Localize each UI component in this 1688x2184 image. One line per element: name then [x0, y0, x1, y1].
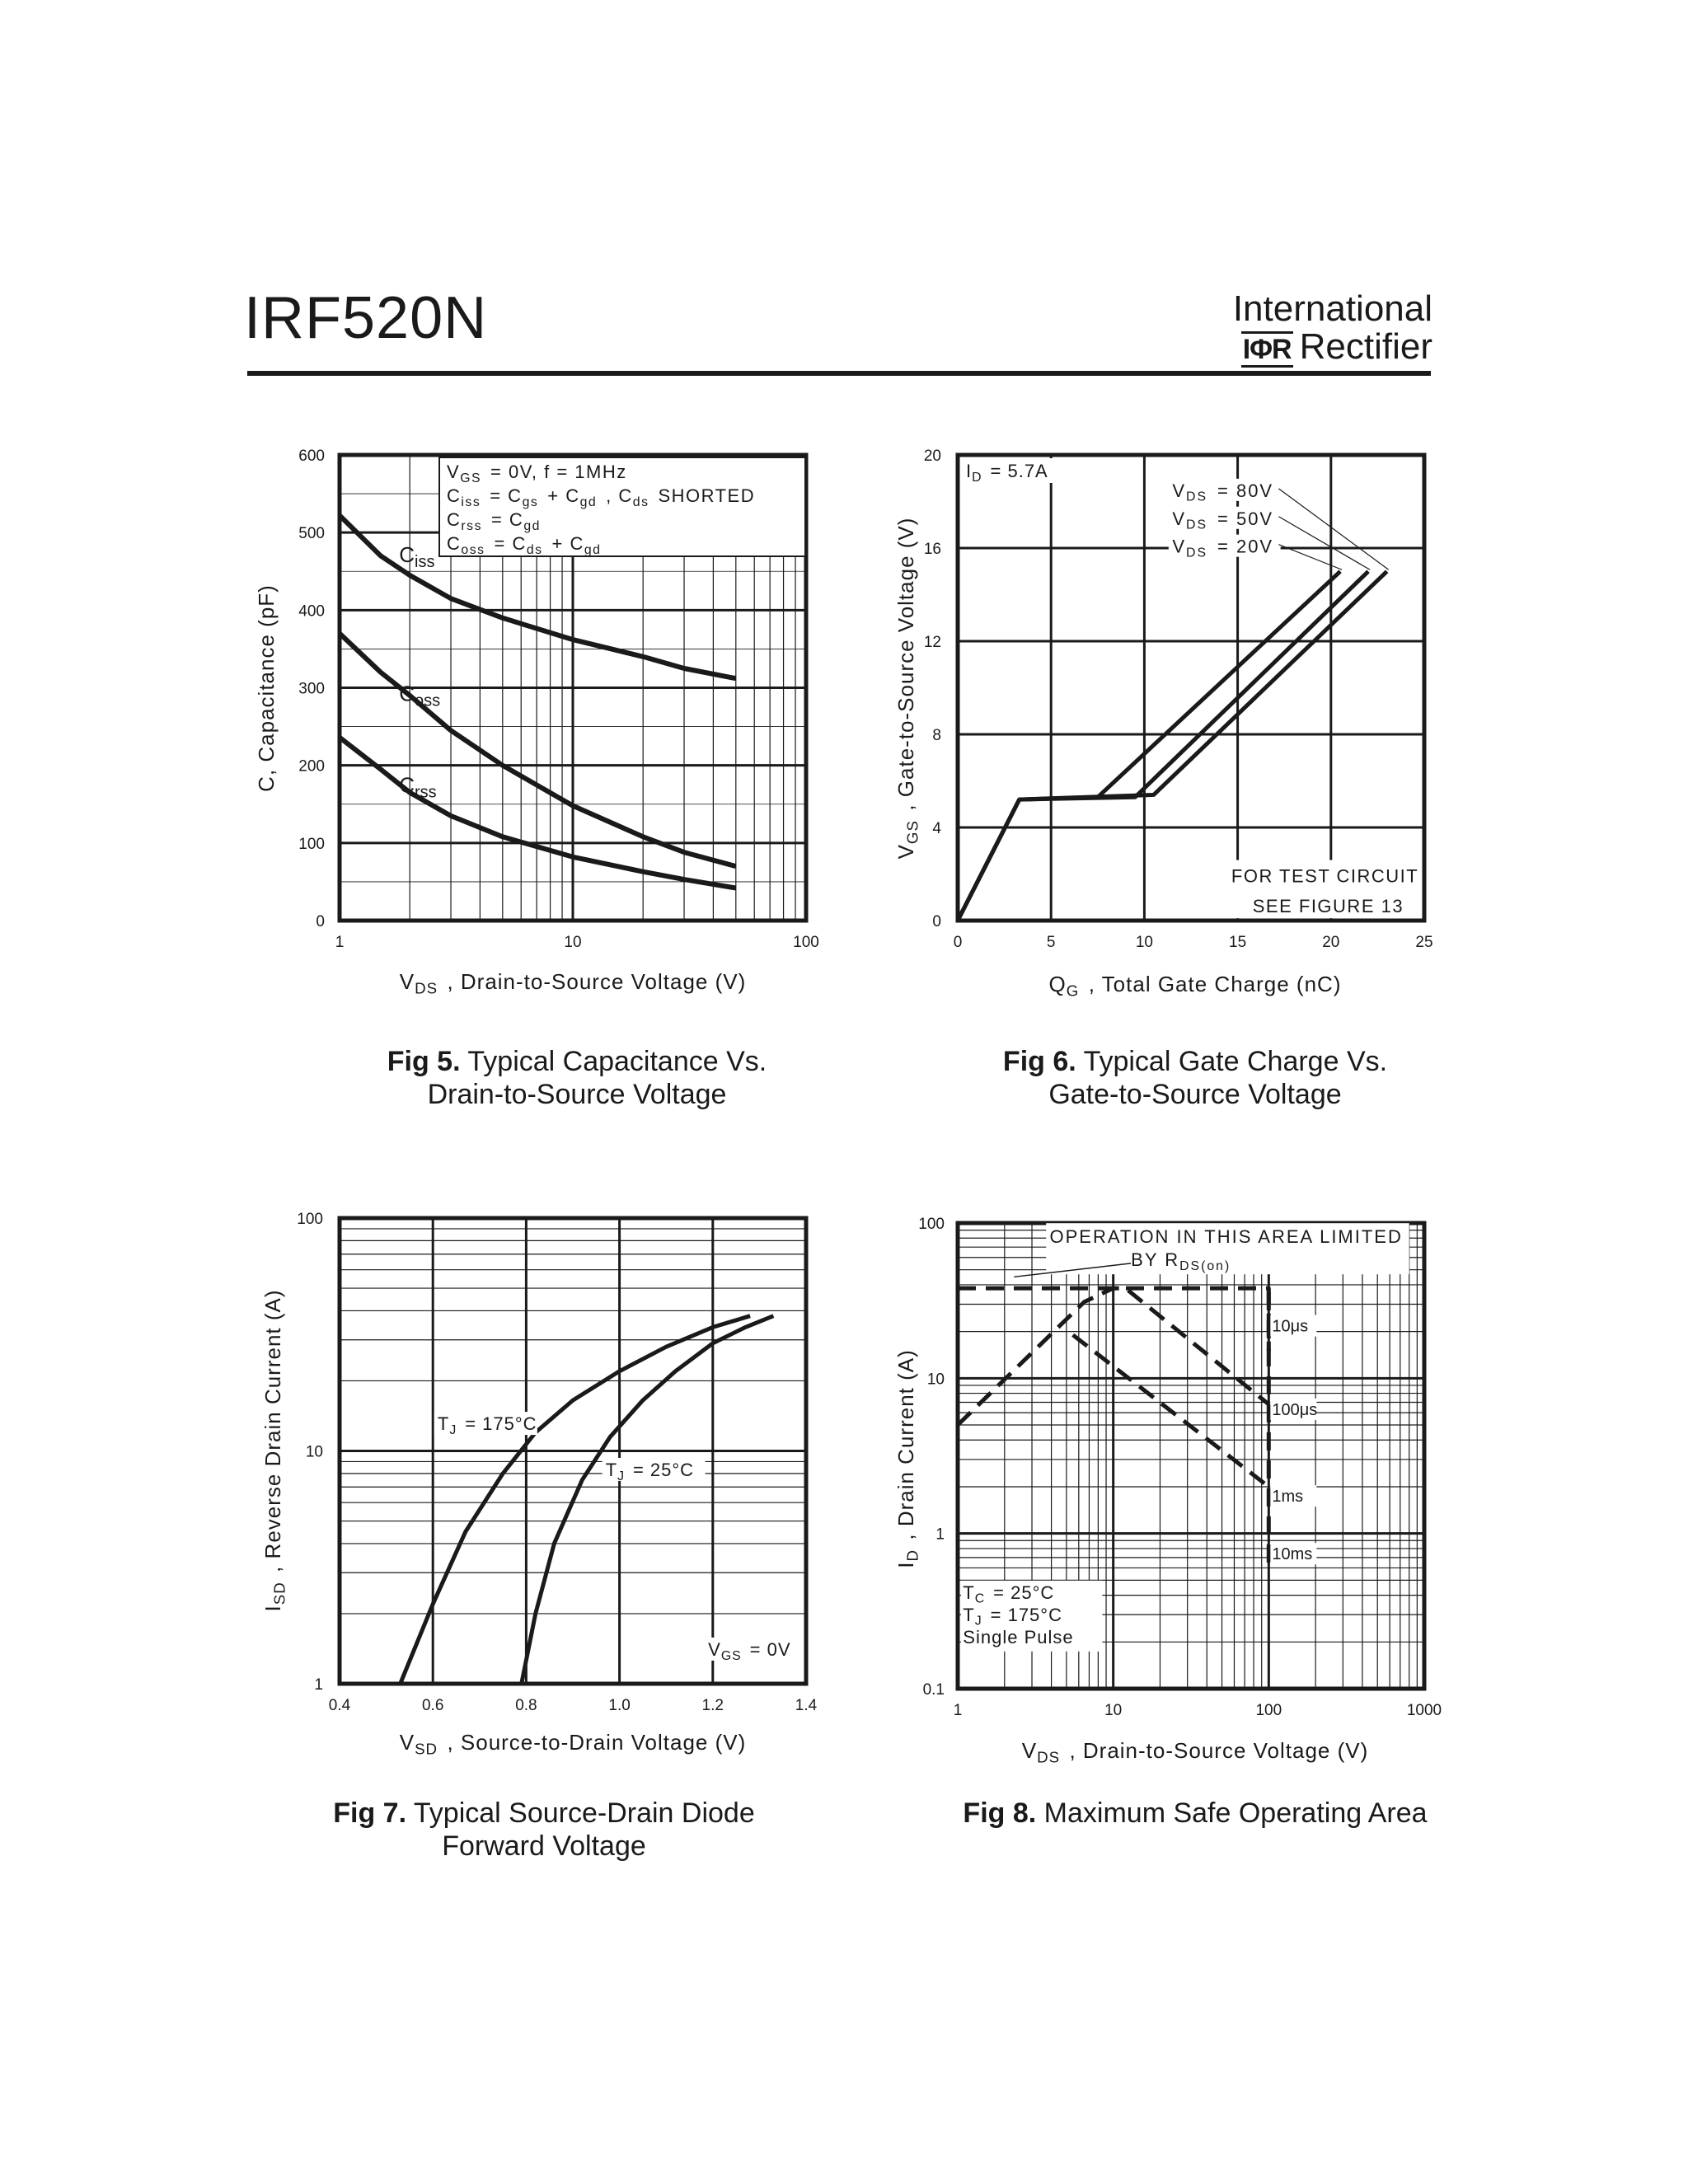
- fig5-caption-line1: Typical Capacitance Vs.: [467, 1046, 767, 1077]
- x-tick-label: 1.2: [701, 1697, 724, 1714]
- test-circuit-note: FOR TEST CIRCUIT: [1231, 865, 1419, 887]
- y-tick-label: 100: [918, 1216, 945, 1233]
- ior-logo-icon: IΦR: [1241, 331, 1293, 368]
- series-label: 1ms: [1272, 1488, 1304, 1507]
- series-label: $T_J$ = 25°C: [605, 1459, 695, 1483]
- fig6-ylabel: $V_{GS}$ , Gate-to-Source Voltage (V): [893, 517, 921, 860]
- x-tick-label: 1.0: [608, 1697, 631, 1714]
- y-tick-label: 10: [926, 1371, 945, 1389]
- y-tick-label: 300: [298, 680, 325, 698]
- fig5-chart: [231, 445, 857, 1005]
- x-tick-label: 25: [1415, 934, 1433, 951]
- series-label: $V_{DS}$ = 20V: [1172, 536, 1274, 560]
- series-label: $T_J$ = 175°C: [437, 1413, 537, 1437]
- test-circuit-note: SEE FIGURE 13: [1252, 896, 1404, 917]
- conditions-note: $T_J$ = 175°C: [963, 1604, 1062, 1629]
- series-line-soa-2: [1073, 1335, 1269, 1487]
- y-tick-label: 500: [298, 525, 325, 543]
- x-tick-label: 20: [1322, 934, 1340, 951]
- x-tick-label: 0: [953, 934, 963, 951]
- series-label: $V_{DS}$ = 50V: [1172, 508, 1274, 532]
- fig7-caption-line1: Typical Source-Drain Diode: [413, 1797, 755, 1829]
- fig6-xlabel: $Q_G$ , Total Gate Charge (nC): [1048, 972, 1342, 1000]
- legend-line: $C_{iss}$ = $C_{gs}$ + $C_{gd}$ , $C_{ds}$ SHORTED: [447, 485, 756, 509]
- y-tick-label: 0: [932, 913, 941, 930]
- fig7-chart: [231, 1203, 857, 1780]
- fig7-xlabel: $V_{SD}$ , Source-to-Drain Voltage (V): [399, 1730, 747, 1758]
- fig7-caption-num: Fig 7.: [333, 1797, 407, 1829]
- series-label: $V_{DS}$ = 80V: [1172, 480, 1274, 504]
- x-tick-label: 10: [1135, 934, 1153, 951]
- y-tick-label: 16: [923, 541, 941, 558]
- y-tick-label: 400: [298, 602, 325, 621]
- fig8-chart: [890, 1203, 1467, 1780]
- area-note: BY $R_{DS(on)}$: [1131, 1249, 1231, 1274]
- x-tick-label: 1000: [1406, 1702, 1442, 1719]
- series-label: 10ms: [1272, 1545, 1313, 1564]
- brand-line2: [1233, 328, 1432, 366]
- fig5-xlabel: $V_{DS}$ , Drain-to-Source Voltage (V): [399, 969, 747, 997]
- y-tick-label: 0: [316, 913, 325, 930]
- series-label: 10μs: [1272, 1317, 1309, 1336]
- series-label: $C_{iss}$: [399, 541, 435, 571]
- series-line-tj-1: [522, 1316, 774, 1684]
- series-label: 100μs: [1272, 1400, 1318, 1419]
- annotation-id: $I_D$ = 5.7A: [966, 461, 1048, 485]
- fig7-ylabel: $I_{SD}$ , Reverse Drain Current (A): [260, 1289, 288, 1612]
- y-tick-label: 600: [298, 448, 325, 465]
- series-line-crss: [340, 738, 736, 888]
- y-tick-label: 10: [305, 1443, 323, 1461]
- fig7-caption-line2: Forward Voltage: [442, 1830, 646, 1862]
- header-rule: [247, 371, 1431, 376]
- y-tick-label: 12: [923, 634, 941, 651]
- series-label: $C_{oss}$: [399, 681, 441, 710]
- y-tick-label: 100: [297, 1211, 323, 1228]
- area-note: OPERATION IN THIS AREA LIMITED: [1049, 1226, 1403, 1248]
- vgs-note: $V_{GS}$ = 0V: [708, 1638, 791, 1663]
- fig6-caption: [948, 1045, 1442, 1111]
- x-tick-label: 1: [953, 1702, 963, 1719]
- x-tick-label: 100: [1255, 1702, 1282, 1719]
- fig8-caption-line1: Maximum Safe Operating Area: [1043, 1797, 1428, 1829]
- x-tick-label: 100: [793, 934, 819, 951]
- y-tick-label: 100: [298, 835, 325, 853]
- y-tick-label: 200: [298, 757, 325, 776]
- fig8-caption-num: Fig 8.: [963, 1797, 1037, 1829]
- conditions-note: $T_C$ = 25°C: [963, 1582, 1055, 1606]
- x-tick-label: 15: [1229, 934, 1247, 951]
- fig5-ylabel: C, Capacitance (pF): [254, 584, 279, 792]
- conditions-note: Single Pulse: [963, 1626, 1074, 1647]
- y-tick-label: 1: [314, 1676, 323, 1694]
- x-tick-label: 0.4: [328, 1697, 351, 1714]
- fig7-grid: [340, 1218, 806, 1684]
- fig7-curves: [401, 1316, 774, 1684]
- brand-line1: International: [1232, 288, 1432, 329]
- fig6-caption-line1: Typical Gate Charge Vs.: [1083, 1046, 1388, 1077]
- legend-line: $V_{GS}$ = 0V, f = 1MHz: [447, 462, 627, 485]
- leader-line: [1278, 489, 1388, 569]
- fig8-caption: [948, 1797, 1442, 1830]
- fig8-xlabel: $V_{DS}$ , Drain-to-Source Voltage (V): [1021, 1738, 1369, 1766]
- fig5-caption: [330, 1045, 824, 1111]
- leader-line: [1278, 517, 1370, 570]
- brand-rectifier: Rectifier: [1299, 326, 1432, 368]
- legend-line: $C_{oss}$ = $C_{ds}$ + $C_{gd}$: [447, 533, 602, 557]
- fig6-chart: [890, 445, 1451, 1005]
- part-number-title: IRF520N: [244, 285, 488, 351]
- y-tick-label: 20: [923, 448, 941, 465]
- y-tick-label: 8: [932, 727, 941, 744]
- x-tick-label: 5: [1046, 934, 1056, 951]
- x-tick-label: 10: [564, 934, 582, 951]
- x-tick-label: 0.8: [515, 1697, 537, 1714]
- y-tick-label: 0.1: [922, 1681, 945, 1699]
- fig6-caption-line2: Gate-to-Source Voltage: [1048, 1079, 1342, 1110]
- brand-logo: [1233, 290, 1432, 366]
- x-tick-label: 1: [335, 934, 345, 951]
- x-tick-label: 0.6: [421, 1697, 444, 1714]
- y-tick-label: 1: [935, 1526, 945, 1544]
- fig8-ylabel: $I_D$ , Drain Current (A): [893, 1349, 921, 1568]
- fig6-annotations: [961, 458, 1420, 918]
- fig5-caption-line2: Drain-to-Source Voltage: [427, 1079, 727, 1110]
- y-tick-label: 4: [932, 820, 941, 837]
- fig7-caption: [297, 1797, 791, 1863]
- series-label: $C_{rss}$: [399, 772, 437, 802]
- x-tick-label: 10: [1104, 1702, 1123, 1719]
- x-tick-label: 1.4: [795, 1697, 818, 1714]
- legend-line: $C_{rss}$ = $C_{gd}$: [447, 509, 541, 533]
- fig6-caption-num: Fig 6.: [1002, 1046, 1076, 1077]
- fig5-caption-num: Fig 5.: [387, 1046, 461, 1077]
